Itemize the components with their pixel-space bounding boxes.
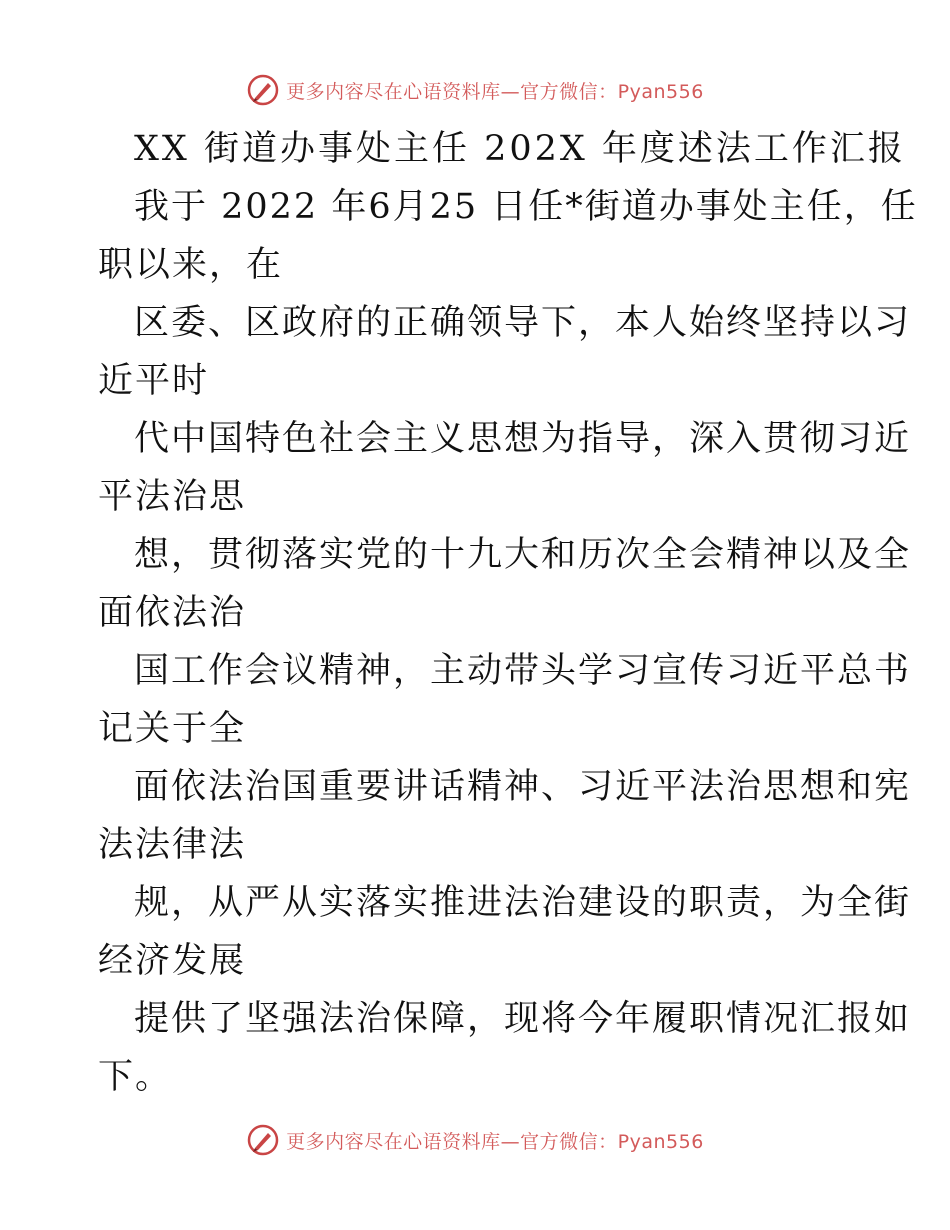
header-watermark-banner <box>0 70 950 110</box>
paragraph-line: 国工作会议精神，主动带头学习宣传习近平总书 <box>134 651 912 691</box>
paragraph-line: 下。 <box>98 1057 173 1097</box>
paragraph-line: 想，贯彻落实党的十九大和历次全会精神以及全 <box>134 535 912 575</box>
footer-watermark-banner <box>0 1120 950 1160</box>
paragraph-line: 近平时 <box>98 361 210 401</box>
watermark-text: 更多内容尽在心语资料库—官方微信：Pyan556 <box>286 80 704 103</box>
paragraph-line: 代中国特色社会主义思想为指导，深入贯彻习近 <box>134 419 912 459</box>
paragraph-line: 经济发展 <box>98 941 247 981</box>
paragraph-line: 面依法治国重要讲话精神、习近平法治思想和宪 <box>134 767 912 807</box>
pen-logo-icon <box>246 1123 280 1157</box>
paragraph-line: 职以来，在 <box>98 245 284 285</box>
paragraph-line: 面依法治 <box>98 593 247 633</box>
paragraph-line: 提供了坚强法治保障，现将今年履职情况汇报如 <box>134 999 912 1039</box>
pen-logo-icon <box>246 73 280 107</box>
document-body <box>98 120 918 1106</box>
paragraph-line: 区委、区政府的正确领导下，本人始终坚持以习 <box>134 303 912 343</box>
paragraph-line: 法法律法 <box>98 825 247 865</box>
watermark-text: 更多内容尽在心语资料库—官方微信：Pyan556 <box>286 1130 704 1153</box>
paragraph-line: 规，从严从实落实推进法治建设的职责，为全街 <box>134 883 912 923</box>
paragraph-line: 记关于全 <box>98 709 247 749</box>
paragraph-line: 平法治思 <box>98 477 247 517</box>
paragraph-line: 我于 2022 年6月25 日任*街道办事处主任，任 <box>134 187 918 227</box>
document-title: XX 街道办事处主任 202X 年度述法工作汇报 <box>134 129 906 169</box>
